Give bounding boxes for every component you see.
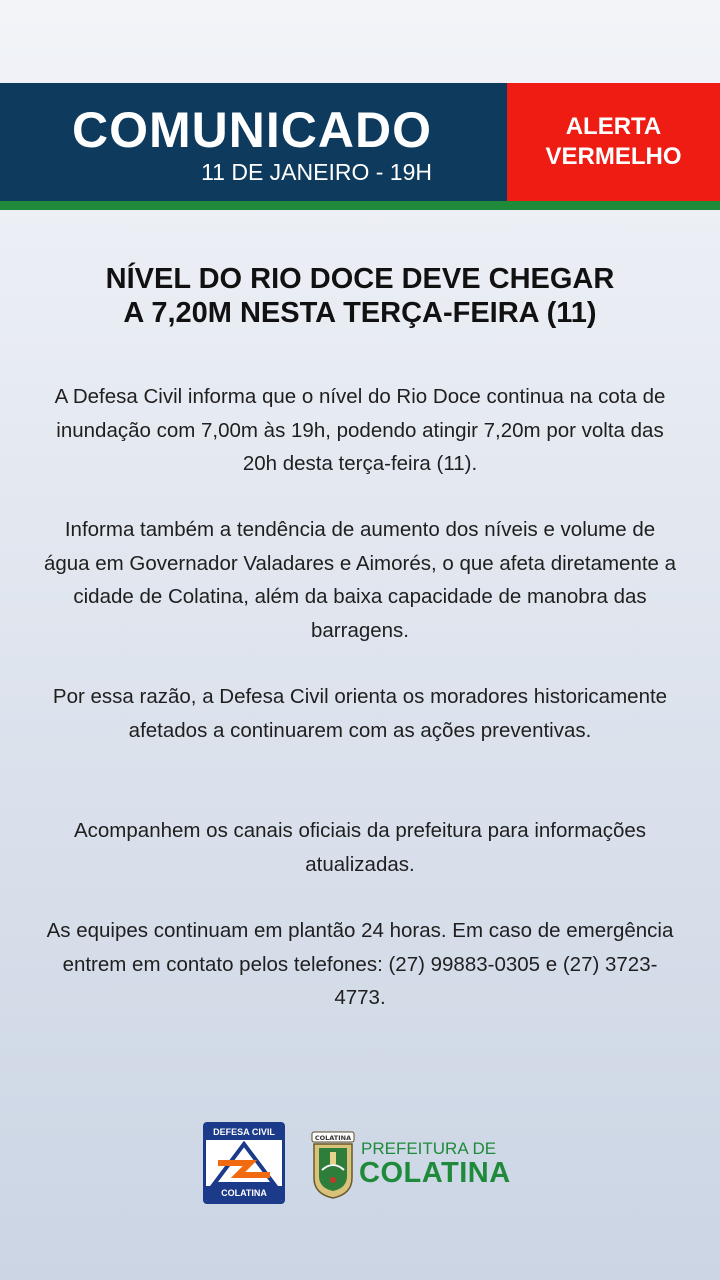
paragraph-tendency: Informa também a tendência de aumento dos níveis e volume de água em Governador Valadares e Aimorés, o que afeta diretamente a cidade de Colatina, além da baixa capacidade de manobra das barragens. [43,518,677,642]
headline-line-1: NÍVEL DO RIO DOCE DEVE CHEGAR [105,263,615,295]
prefeitura-city-name: COLATINA [359,1157,511,1189]
colatina-crest-icon [310,1130,356,1200]
date-label: 11 DE JANEIRO - 19H [201,159,432,185]
paragraph-emergency-contacts: As equipes continuam em plantão 24 horas. Em caso de emergência entrem em contato pelos telefones: (27) 99883-0305 e (27) 3723-4773. [46,919,674,1009]
headline [20,262,700,330]
header-green-stripe [0,201,720,210]
alert-badge: ALERTA VERMELHO [507,83,720,201]
paragraph-orientation: Por essa razão, a Defesa Civil orienta os moradores historicamente afetados a continuarem com as ações preventivas. [52,685,668,742]
defesa-civil-logo-icon [203,1122,285,1204]
footer-logos [0,1122,720,1206]
paragraph-river-level: A Defesa Civil informa que o nível do Rio Doce continua na cota de inundação com 7,00m às 19h, podendo atingir 7,20m por volta das 20h desta terça-feira (11). [54,385,666,475]
crest-label: COLATINA [314,1134,352,1142]
paragraph-official-channels: Acompanhem os canais oficiais da prefeitura para informações atualizadas. [73,819,647,876]
page-title: COMUNICADO [72,102,432,158]
prefeitura-label: PREFEITURA DE [361,1139,497,1158]
defesa-civil-label: DEFESA CIVIL [206,1125,282,1140]
defesa-civil-city-label: COLATINA [206,1186,282,1201]
defesa-civil-mark-icon [210,1141,278,1187]
headline-line-2: A 7,20M NESTA TERÇA-FEIRA (11) [123,297,597,329]
